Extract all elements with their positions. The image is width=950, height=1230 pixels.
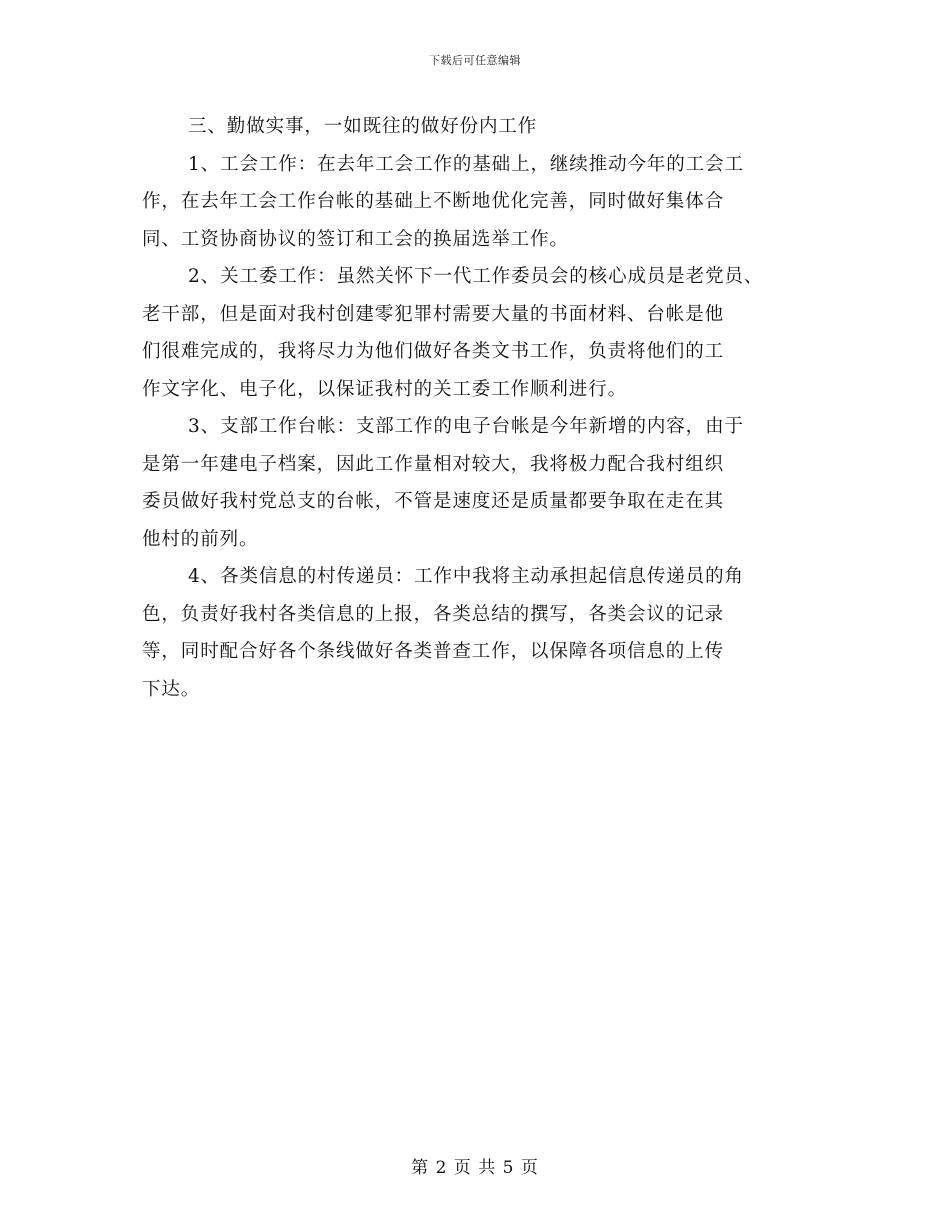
page-header: 下载后可任意编辑 [429,54,521,67]
page-number: 第 2 页 共 5 页 [411,1158,539,1178]
body-line: 委员做好我村党总支的台帐，不管是速度还是质量都要争取在走在其 [142,491,725,512]
body-line: 等，同时配合好各个条线做好各类普查工作，以保障各项信息的上传 [142,641,725,662]
body-line: 4、各类信息的村传递员：工作中我将主动承担起信息传递员的角 [188,566,744,587]
body-line: 同、工资协商协议的签订和工会的换届选举工作。 [142,228,569,250]
body-line: 作文字化、电子化，以保证我村的关工委工作顺利进行。 [142,378,628,400]
body-line: 三、勤做实事，一如既往的做好份内工作 [188,116,538,137]
body-line: 他村的前列。 [142,528,259,550]
body-line: 2、关工委工作：虽然关怀下一代工作委员会的核心成员是老党员、 [188,266,764,287]
body-line: 下达。 [142,678,201,700]
body-line: 是第一年建电子档案，因此工作量相对较大，我将极力配合我村组织 [142,453,725,475]
body-line: 1、工会工作：在去年工会工作的基础上，继续推动今年的工会工 [188,153,744,175]
body-line: 色，负责好我村各类信息的上报，各类总结的撰写，各类会议的记录 [142,603,725,625]
body-line: 们很难完成的，我将尽力为他们做好各类文书工作，负责将他们的工 [142,341,725,362]
body-line: 作，在去年工会工作台帐的基础上不断地优化完善，同时做好集体合 [142,191,725,212]
document-body [142,108,832,708]
body-line: 3、支部工作台帐：支部工作的电子台帐是今年新增的内容，由于 [188,416,744,437]
body-line: 老干部，但是面对我村创建零犯罪村需要大量的书面材料、台帐是他 [142,303,725,325]
